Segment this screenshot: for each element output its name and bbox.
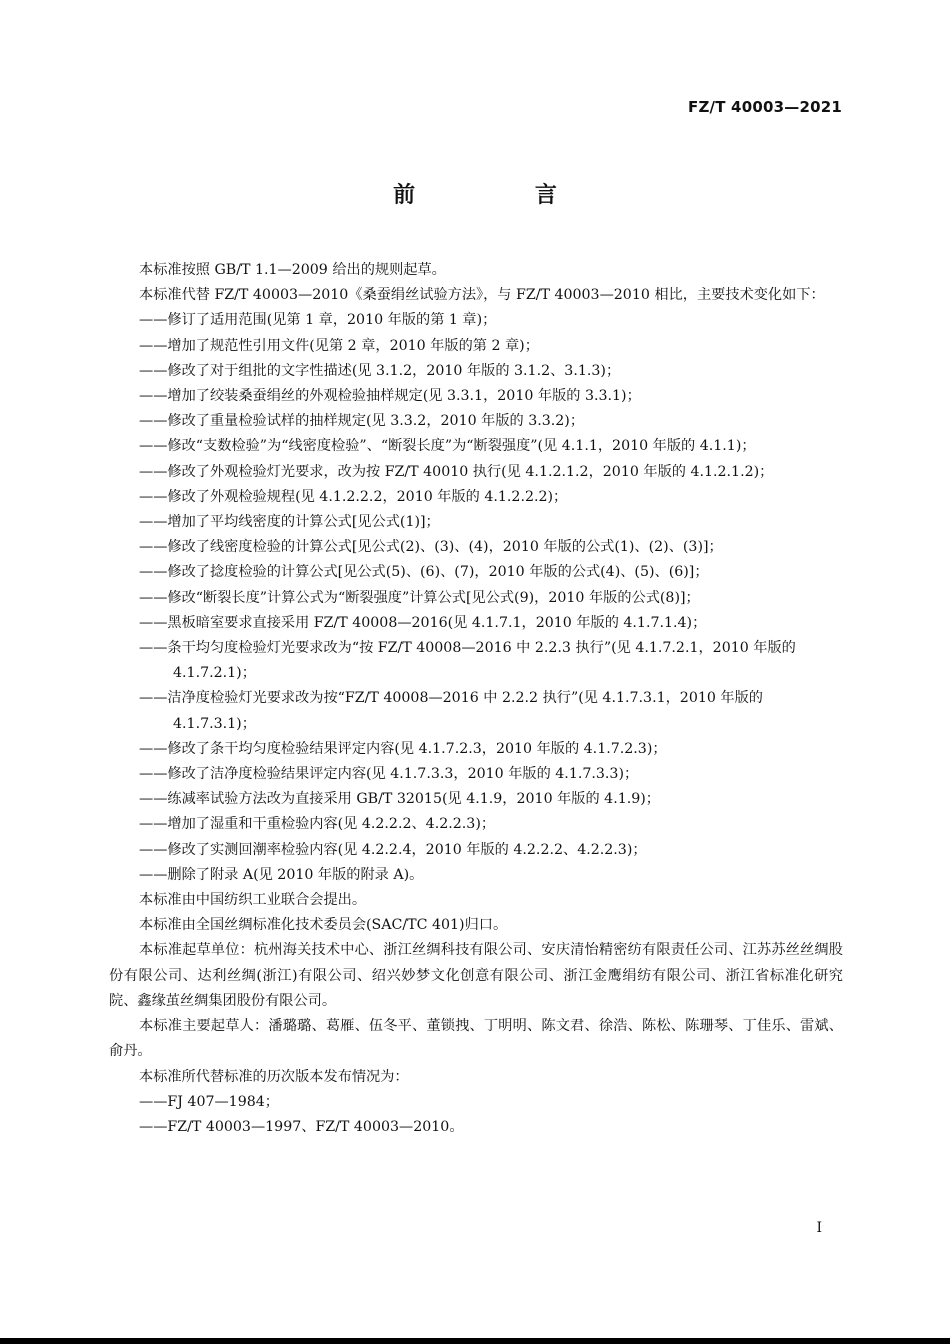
history-item: ——FZ/T 40003—1997、FZ/T 40003—2010。	[139, 1118, 464, 1135]
paragraph-drafting-units: 本标准起草单位：杭州海关技术中心、浙江丝绸科技有限公司、安庆清怡精密纺有限责任公司、江苏苏丝丝绸股份有限公司、达利丝绸(浙江)有限公司、绍兴妙梦文化创意有限公司、浙江金鹰绢纺有限公司、浙江省标准化研究院、鑫缘茧丝绸集团股份有限公司。	[109, 942, 843, 1009]
change-item: ——增加了绞装桑蚕绢丝的外观检验抽样规定(见 3.3.1，2010 年版的 3.3.1)；	[139, 388, 641, 405]
change-item: ——修改了条干均匀度检验结果评定内容(见 4.1.7.2.3，2010 年版的 4.1.7.2.3)；	[139, 740, 667, 757]
change-item: ——修订了适用范围(见第 1 章，2010 年版的第 1 章)；	[139, 312, 497, 329]
history-item: ——FJ 407—1984；	[139, 1093, 279, 1110]
change-item: ——修改了重量检验试样的抽样规定(见 3.3.2，2010 年版的 3.3.2)；	[139, 413, 585, 430]
paragraph-drafting-rules: 本标准按照 GB/T 1.1—2009 给出的规则起草。	[139, 262, 446, 278]
change-item: ——修改了捻度检验的计算公式[见公式(5)、(6)、(7)，2010 年版的公式(4)、(5)、(6)]；	[139, 564, 709, 581]
change-item: ——修改了外观检验规程(见 4.1.2.2.2，2010 年版的 4.1.2.2.2)；	[139, 488, 568, 505]
paragraph-committee: 本标准由全国丝绸标准化技术委员会(SAC/TC 401)归口。	[139, 917, 508, 934]
change-item: ——删除了附录 A(见 2010 年版的附录 A)。	[139, 866, 424, 883]
change-item: ——修改了外观检验灯光要求，改为按 FZ/T 40010 执行(见 4.1.2.1.2，2010 年版的 4.1.2.1.2)；	[139, 463, 774, 480]
change-item: ——增加了湿重和干重检验内容(见 4.2.2.2、4.2.2.3)；	[139, 816, 496, 833]
foreword-body	[109, 258, 843, 1140]
change-item: ——修改了线密度检验的计算公式[见公式(2)、(3)、(4)，2010 年版的公式(1)、(2)、(3)]；	[139, 539, 723, 556]
change-item: ——条干均匀度检验灯光要求改为“按 FZ/T 40008—2016 中 2.2.3 执行”(见 4.1.7.2.1，2010 年版的 4.1.7.2.1)；	[139, 640, 796, 682]
change-item: ——修改“断裂长度”计算公式为“断裂强度”计算公式[见公式(9)，2010 年版的公式(8)]；	[139, 589, 700, 606]
page-title: 前 言	[393, 183, 613, 208]
standard-code-header: FZ/T 40003—2021	[688, 98, 842, 116]
change-item: ——黑板暗室要求直接采用 FZ/T 40008—2016(见 4.1.7.1，2010 年版的 4.1.7.1.4)；	[139, 614, 707, 631]
history-list	[109, 1090, 843, 1140]
paragraph-replacement: 本标准代替 FZ/T 40003—2010《桑蚕绢丝试验方法》，与 FZ/T 40003—2010 相比，主要技术变化如下：	[139, 287, 825, 304]
changes-list	[109, 308, 843, 888]
change-item: ——修改了洁净度检验结果评定内容(见 4.1.7.3.3，2010 年版的 4.1.7.3.3)；	[139, 766, 639, 783]
paragraph-proposer: 本标准由中国纺织工业联合会提出。	[139, 892, 367, 909]
page-number: I	[816, 1220, 822, 1236]
paragraph-drafters: 本标准主要起草人：潘璐璐、葛雁、伍冬平、董锁拽、丁明明、陈文君、徐浩、陈松、陈珊琴、丁佳乐、雷斌、俞丹。	[109, 1018, 843, 1060]
change-item: ——修改了实测回潮率检验内容(见 4.2.2.4，2010 年版的 4.2.2.2、4.2.2.3)；	[139, 841, 647, 858]
change-item: ——修改了对于组批的文字性描述(见 3.1.2，2010 年版的 3.1.2、3.1.3)；	[139, 362, 621, 379]
change-item: ——洁净度检验灯光要求改为按“FZ/T 40008—2016 中 2.2.2 执行”(见 4.1.7.3.1，2010 年版的 4.1.7.3.1)；	[139, 690, 763, 732]
change-item: ——练减率试验方法改为直接采用 GB/T 32015(见 4.1.9，2010 年版的 4.1.9)；	[139, 791, 660, 808]
change-item: ——增加了平均线密度的计算公式[见公式(1)]；	[139, 514, 440, 531]
change-item: ——增加了规范性引用文件(见第 2 章，2010 年版的第 2 章)；	[139, 337, 539, 354]
change-item: ——修改“支数检验”为“线密度检验”、“断裂长度”为“断裂强度”(见 4.1.1，2010 年版的 4.1.1)；	[139, 438, 756, 455]
paragraph-history-intro: 本标准所代替标准的历次版本发布情况为：	[139, 1068, 409, 1085]
bottom-edge-bar	[0, 1338, 950, 1344]
